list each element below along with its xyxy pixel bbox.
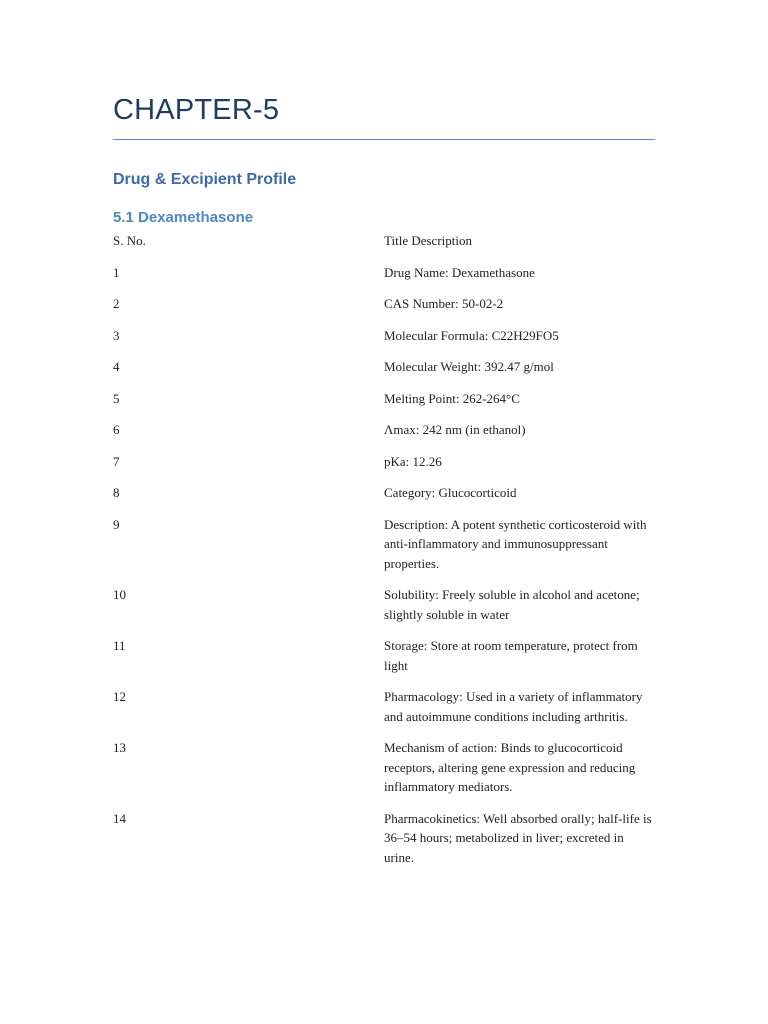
drug-profile-table: [113, 231, 655, 879]
row-description: Solubility: Freely soluble in alcohol and acetone; slightly soluble in water: [384, 587, 640, 622]
title-underline-rule: [113, 139, 655, 140]
table-row: [113, 809, 655, 880]
table-row: [113, 263, 655, 295]
row-description: Molecular Formula: C22H29FO5: [384, 327, 559, 343]
header-sno: S. No.: [113, 233, 146, 248]
table-row: [113, 738, 655, 809]
row-description: Λmax: 242 nm (in ethanol): [384, 422, 526, 437]
table-row: [113, 636, 655, 687]
table-row: [113, 294, 655, 326]
table-row: [113, 420, 655, 452]
row-description: Melting Point: 262-264°C: [384, 390, 520, 406]
row-sno: 3: [113, 327, 120, 343]
row-description: pKa: 12.26: [384, 453, 442, 469]
table-row: [113, 452, 655, 484]
row-description: Description: A potent synthetic corticosteroid with anti-inflammatory and immunosuppressant properties.: [384, 516, 647, 571]
section-heading: Drug & Excipient Profile: [113, 171, 297, 188]
table-row: [113, 357, 655, 389]
table-row: [113, 326, 655, 358]
row-description: Pharmacology: Used in a variety of inflammatory and autoimmune conditions including arthritis.: [384, 689, 643, 724]
row-sno: 9: [113, 516, 120, 532]
table-row: [113, 389, 655, 421]
row-sno: 1: [113, 264, 120, 280]
row-sno: 8: [113, 485, 120, 500]
header-title-description: Title Description: [384, 233, 472, 248]
table-row: [113, 585, 655, 636]
table-row: [113, 687, 655, 738]
row-sno: 12: [113, 689, 126, 704]
row-sno: 5: [113, 390, 120, 406]
chapter-title: CHAPTER-5: [113, 94, 280, 126]
table-header-row: [113, 231, 655, 263]
row-description: Drug Name: Dexamethasone: [384, 264, 535, 280]
row-sno: 4: [113, 359, 120, 374]
row-sno: 13: [113, 740, 126, 755]
row-description: CAS Number: 50-02-2: [384, 296, 504, 311]
subsection-heading: 5.1 Dexamethasone: [113, 209, 254, 226]
row-description: Storage: Store at room temperature, protect from light: [384, 638, 638, 673]
row-sno: 11: [113, 638, 126, 653]
row-description: Pharmacokinetics: Well absorbed orally; half-life is 36–54 hours; metabolized in liver; excreted in urine.: [384, 810, 652, 865]
row-sno: 2: [113, 296, 120, 311]
row-description: Molecular Weight: 392.47 g/mol: [384, 359, 554, 374]
row-description: Mechanism of action: Binds to glucocorticoid receptors, altering gene expression and reducing inflammatory mediators.: [384, 740, 636, 794]
table-row: [113, 515, 655, 586]
row-description: Category: Glucocorticoid: [384, 485, 517, 500]
row-sno: 7: [113, 453, 120, 469]
row-sno: 14: [113, 810, 126, 826]
row-sno: 6: [113, 422, 120, 437]
row-sno: 10: [113, 587, 126, 602]
table-row: [113, 483, 655, 515]
